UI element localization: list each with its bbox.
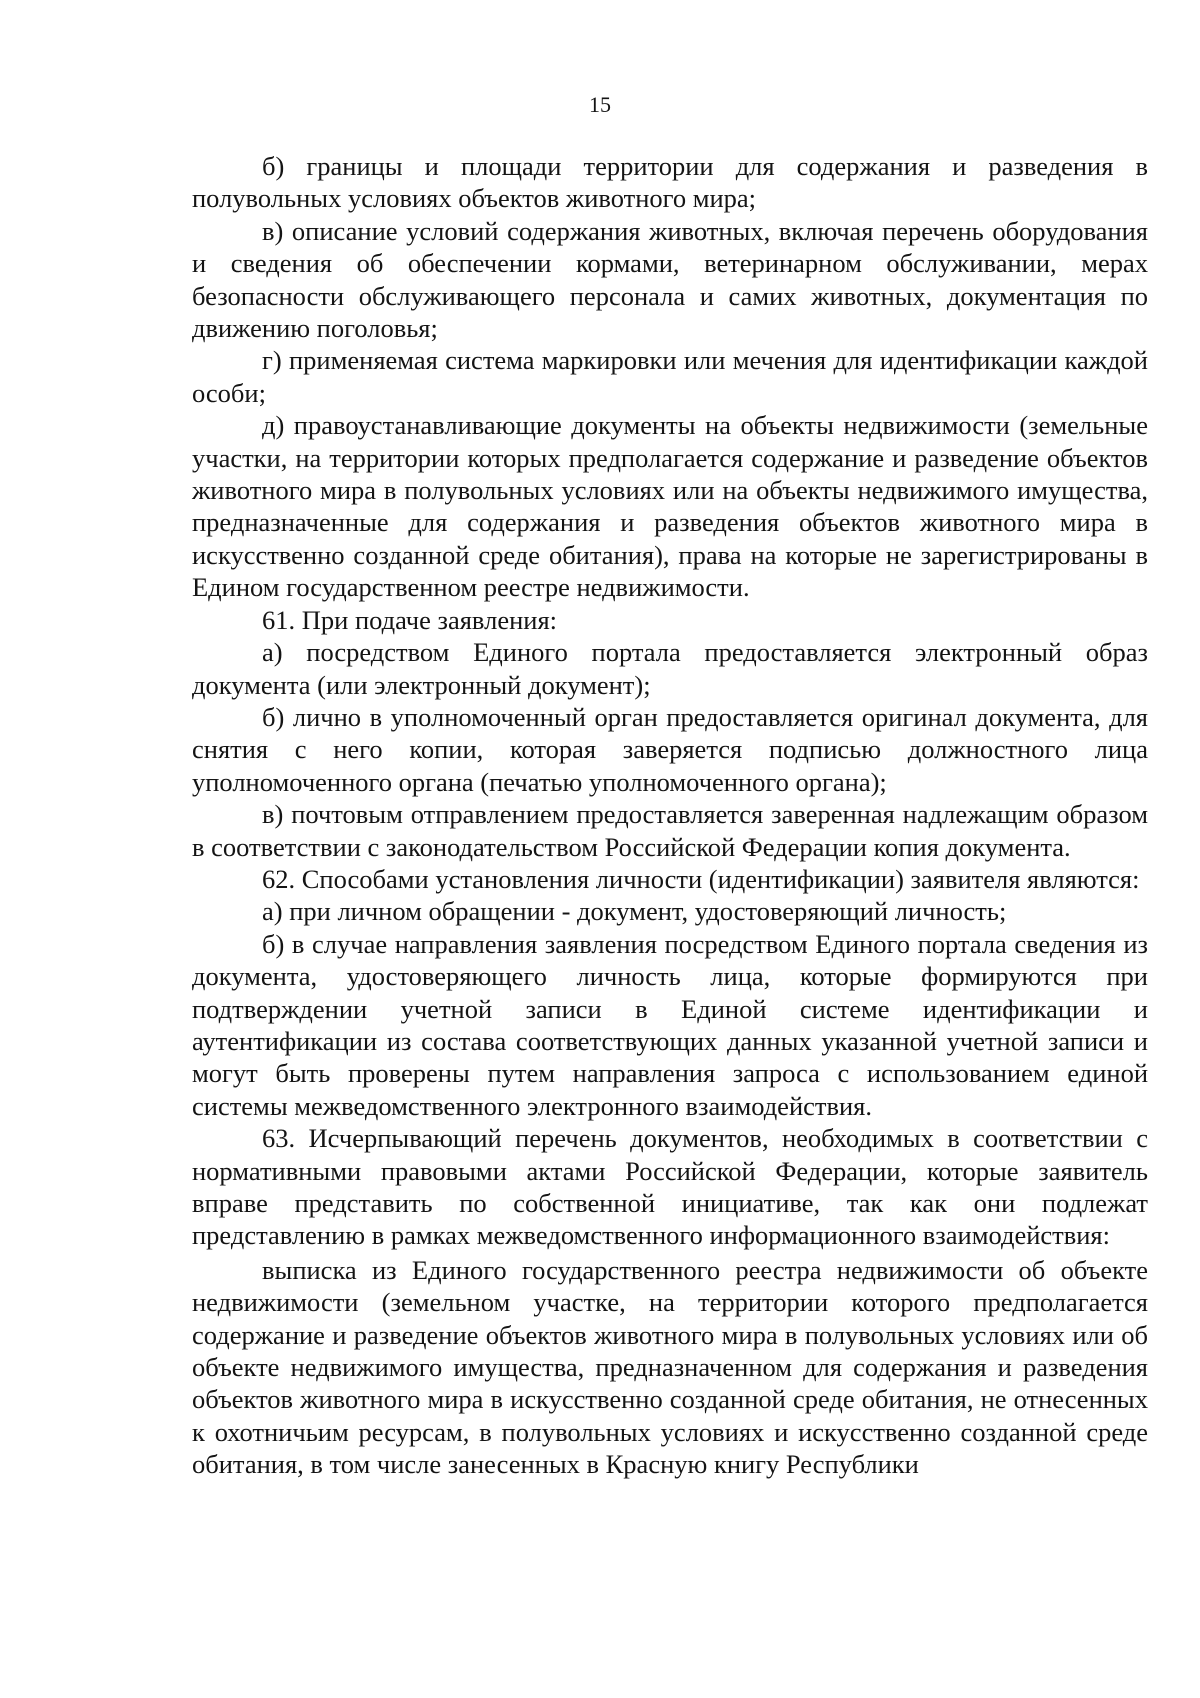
paragraph-61-heading: 61. При подаче заявления: [262,604,557,635]
paragraph-g-marking: г) применяемая система маркировки или мечения для идентификации каждой особи; [192,345,1148,408]
paragraph-61-a: а) посредством Единого портала предоставляется электронный образ документа (или электронный документ); [192,637,1148,700]
paragraph-62-a: а) при личном обращении - документ, удостоверяющий личность; [262,896,1007,927]
page-number: 15 [589,92,611,117]
paragraph-63-extract: выписка из Единого государственного реестра недвижимости об объекте недвижимости (земельном участке, на территории которого предполагается содержание и разведение объектов животного мира в полувольных условиях или об объекте недвижимого имущества, предназначенном для содержания и разведения объектов животного мира в искусственно созданной среде обитания, не отнесенных к охотничьим ресурсам, в полувольных условиях и искусственно созданной среде обитания, в том числе занесенных в Красную книгу Республики [192,1254,1148,1480]
paragraph-v-conditions: в) описание условий содержания животных, включая перечень оборудования и сведения об обеспечении кормами, ветеринарном обслуживании, мерах безопасности обслуживающего персонала и самих животных, документация по движению поголовья; [192,215,1148,344]
paragraph-61-v: в) почтовым отправлением предоставляется заверенная надлежащим образом в соответствии с законодательством Российской Федерации копия документа. [192,799,1148,862]
paragraph-d-documents: д) правоустанавливающие документы на объекты недвижимости (земельные участки, на территории которых предполагается содержание и разведение объектов животного мира в полувольных условиях или на объекты недвижимого имущества, предназначенные для содержания и разведения объектов животного мира в искусственно созданной среде обитания), права на которые не зарегистрированы в Едином государственном реестре недвижимости. [192,410,1148,603]
paragraph-62-b: б) в случае направления заявления посредством Единого портала сведения из документа, удостоверяющего личность лица, которые формируются при подтверждении учетной записи в Единой системе идентификации и аутентификации из состава соответствующих данных указанной учетной записи и могут быть проверены путем направления запроса с использованием единой системы межведомственного электронного взаимодействия. [192,928,1148,1121]
paragraph-63: 63. Исчерпывающий перечень документов, необходимых в соответствии с нормативными правовыми актами Российской Федерации, которые заявитель вправе представить по собственной инициативе, так как они подлежат представлению в рамках межведомственного информационного взаимодействия: [192,1123,1148,1251]
paragraph-b-territory: б) границы и площади территории для содержания и разведения в полувольных условиях объектов животного мира; [192,151,1148,214]
paragraph-62-heading: 62. Способами установления личности (идентификации) заявителя являются: [262,863,1140,894]
document-body [192,150,1148,1481]
paragraph-61-b: б) лично в уполномоченный орган предоставляется оригинал документа, для снятия с него копии, которая заверяется подписью должностного лица уполномоченного органа (печатью уполномоченного органа); [192,701,1148,797]
